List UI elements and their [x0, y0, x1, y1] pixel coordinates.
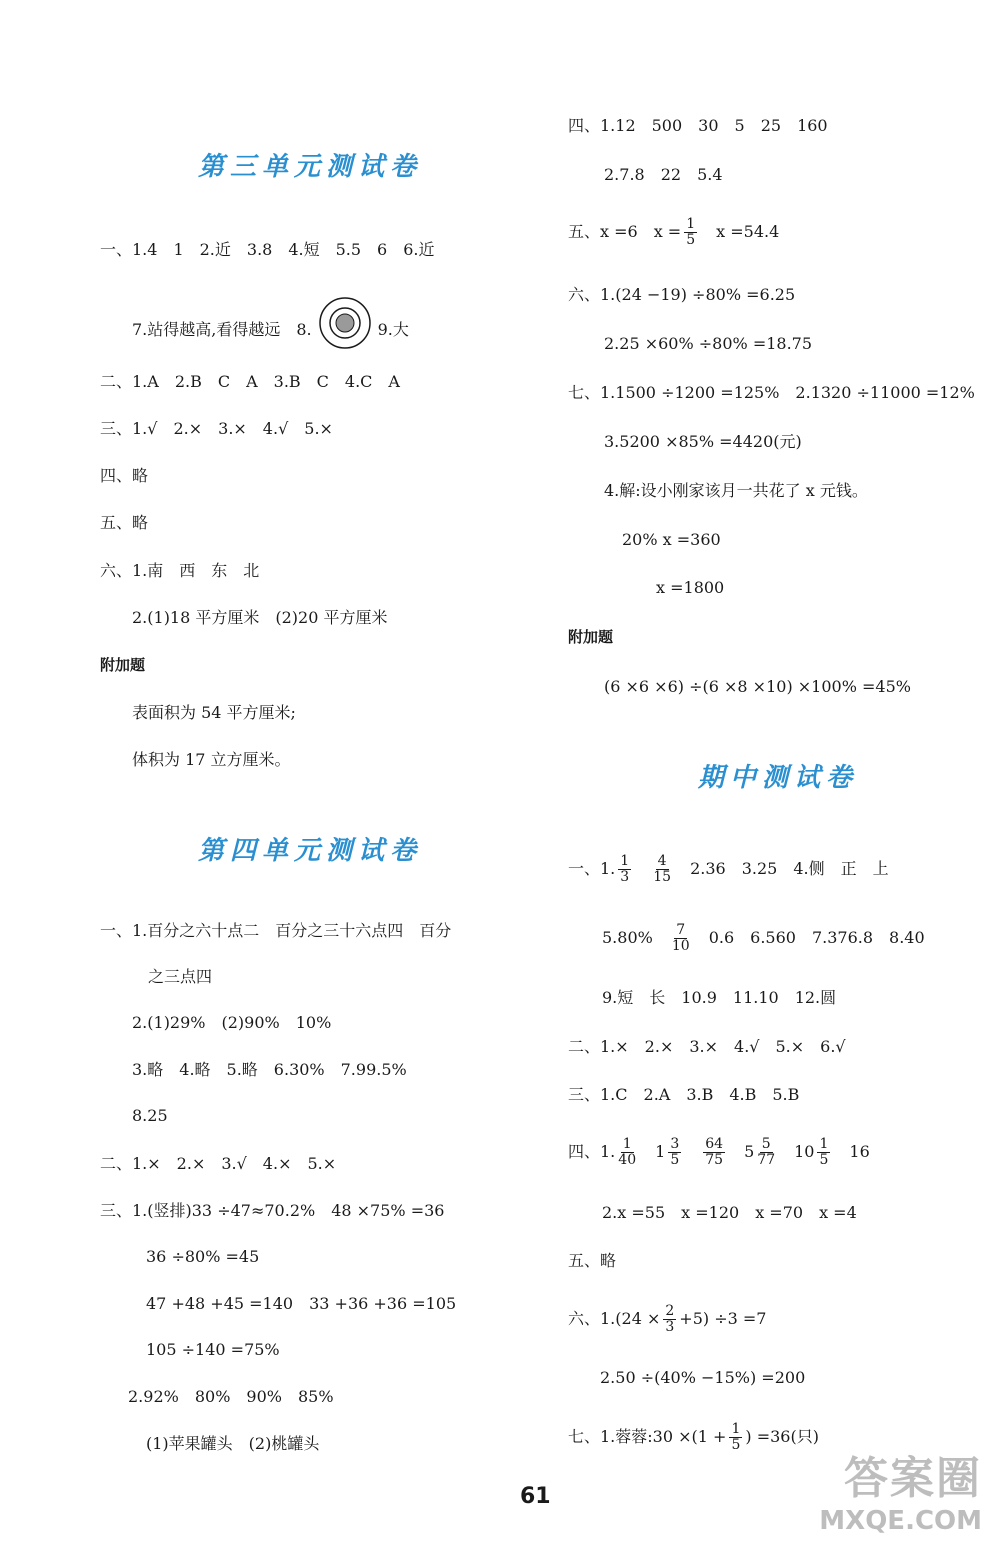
unit3-q1-line1: 一、1.4 1 2.近 3.8 4.短 5.5 6 6.近: [100, 240, 435, 259]
fraction: [703, 1137, 725, 1168]
midterm-q1-line2: [602, 919, 925, 957]
cont-q4-line2: 2.7.8 22 5.4: [604, 165, 723, 184]
fraction-denominator: 5: [819, 1152, 829, 1168]
fraction: [618, 1137, 636, 1168]
fraction-numerator: 1: [686, 216, 696, 232]
cont-q7-line4: 20% x =360: [622, 530, 721, 549]
fraction-numerator: 64: [705, 1136, 724, 1152]
fraction-numerator: 1: [819, 1136, 829, 1152]
unit3-title: 第三单元测试卷: [198, 152, 423, 182]
unit3-q1-line2-text: 7.站得越高,看得越远 8.: [132, 320, 312, 339]
fraction-numerator: 4: [657, 853, 667, 869]
mixed-whole: 5: [744, 1142, 755, 1161]
unit4-q3-line5: 2.92% 80% 90% 85%: [128, 1387, 334, 1406]
unit3-q6-line1: 六、1.南 西 东 北: [100, 561, 260, 580]
midterm-q1-line1: [568, 850, 889, 888]
watermark-logo: [819, 1442, 982, 1536]
cont-q7-line5: x =1800: [656, 578, 725, 597]
fraction-denominator: 3: [620, 869, 630, 885]
cont-q7-line1: 七、1.1500 ÷1200 =125% 2.1320 ÷11000 =12%: [568, 383, 975, 402]
unit3-extra-title: 附加题: [100, 656, 146, 674]
unit4-q1-line2: 之三点四: [148, 967, 213, 986]
unit4-q1-line4: 3.略 4.略 5.略 6.30% 7.99.5%: [132, 1060, 407, 1079]
unit4-q1-line1: 一、1.百分之六十点二 百分之三十六点四 百分: [100, 921, 452, 940]
cont-q5-text: 五、x =6 x =: [568, 222, 682, 241]
fraction-numerator: 5: [761, 1136, 771, 1152]
cont-q6-line1: 六、1.(24 −19) ÷80% =6.25: [568, 285, 796, 304]
page-number: 61: [520, 1484, 551, 1509]
fraction-numerator: 1: [620, 853, 630, 869]
unit4-q3-line3: 47 +48 +45 =140 33 +36 +36 =105: [146, 1294, 457, 1313]
unit3-extra-line2: 体积为 17 立方厘米。: [132, 750, 291, 769]
fraction: [757, 1137, 775, 1168]
fraction: [729, 1422, 742, 1453]
unit4-q3-line6: (1)苹果罐头 (2)桃罐头: [146, 1434, 320, 1453]
unit3-q2: 二、1.A 2.B C A 3.B C 4.C A: [100, 372, 400, 391]
unit3-q1-line2-end: 9.大: [377, 320, 409, 339]
midterm-q7-start: 七、1.蓉蓉:30 ×(1 +: [568, 1427, 727, 1446]
fraction-denominator: 75: [705, 1152, 724, 1168]
cont-extra-title: 附加题: [568, 628, 614, 646]
fraction: [684, 217, 697, 248]
mixed-whole: 10: [794, 1142, 815, 1161]
midterm-q6-end: +5) ÷3 =7: [679, 1309, 767, 1328]
fraction-denominator: 3: [665, 1319, 675, 1335]
fraction: [653, 854, 671, 885]
fraction-denominator: 77: [757, 1152, 776, 1168]
fraction-denominator: 5: [670, 1152, 680, 1168]
unit3-extra-line1: 表面积为 54 平方厘米;: [132, 703, 296, 722]
midterm-q1-line3: 9.短 长 10.9 11.10 12.圆: [602, 988, 837, 1007]
fraction-numerator: 1: [622, 1136, 632, 1152]
midterm-q6-line1: [568, 1300, 766, 1338]
unit4-q1-line3: 2.(1)29% (2)90% 10%: [132, 1013, 332, 1032]
unit4-q2: 二、1.× 2.× 3.√ 4.× 5.×: [100, 1154, 337, 1173]
unit3-q4: 四、略: [100, 466, 149, 485]
watermark-logo-text: 答案圈: [844, 1453, 982, 1504]
midterm-q4-line2: 2.x =55 x =120 x =70 x =4: [602, 1203, 857, 1222]
unit3-q1-line2: [132, 296, 409, 365]
fraction-numerator: 2: [665, 1303, 675, 1319]
midterm-q2: 二、1.× 2.× 3.× 4.√ 5.× 6.√: [568, 1037, 846, 1056]
cont-q7-line2: 3.5200 ×85% =4420(元): [604, 432, 802, 451]
midterm-q3: 三、1.C 2.A 3.B 4.B 5.B: [568, 1085, 800, 1104]
cont-q5-end: x =54.4: [716, 222, 780, 241]
fraction: [668, 1137, 681, 1168]
unit4-q1-line5: 8.25: [132, 1106, 168, 1125]
cont-q7-line3: 4.解:设小刚家该月一共花了 x 元钱。: [604, 481, 868, 500]
fraction-numerator: 7: [676, 922, 686, 938]
midterm-q7-line1: [568, 1418, 819, 1456]
fraction: [672, 923, 690, 954]
fraction: [817, 1137, 830, 1168]
fraction-denominator: 15: [653, 869, 672, 885]
unit4-q3-line2: 36 ÷80% =45: [146, 1247, 260, 1266]
midterm-q5: 五、略: [568, 1251, 617, 1270]
watermark-url: MXQE.COM: [819, 1506, 982, 1536]
unit4-title: 第四单元测试卷: [198, 836, 423, 866]
midterm-q1-line1-end: 2.36 3.25 4.侧 正 上: [690, 859, 889, 878]
fraction: [618, 854, 631, 885]
concentric-circles-icon: [318, 296, 372, 365]
unit4-q3-line1: 三、1.(竖排)33 ÷47≈70.2% 48 ×75% =36: [100, 1201, 445, 1220]
fraction-numerator: 1: [731, 1421, 741, 1437]
fraction: [663, 1304, 676, 1335]
fraction-denominator: 40: [618, 1152, 637, 1168]
cont-q4-line1: 四、1.12 500 30 5 25 160: [568, 116, 828, 135]
unit4-q3-line4: 105 ÷140 =75%: [146, 1340, 280, 1359]
fraction-denominator: 10: [671, 938, 690, 954]
midterm-q6-line2: 2.50 ÷(40% −15%) =200: [600, 1368, 806, 1387]
fraction-denominator: 5: [731, 1437, 741, 1453]
unit3-q6-line2: 2.(1)18 平方厘米 (2)20 平方厘米: [132, 608, 388, 627]
cont-q6-line2: 2.25 ×60% ÷80% =18.75: [604, 334, 813, 353]
midterm-q1-line2-start: 5.80%: [602, 928, 653, 947]
midterm-q1-label: 一、1.: [568, 859, 616, 878]
midterm-q4-line1-end: 16: [849, 1142, 870, 1161]
midterm-q7-end: ) =36(只): [745, 1427, 819, 1446]
midterm-q4-line1: [568, 1133, 870, 1171]
cont-q5: [568, 214, 779, 250]
mixed-whole: 1: [655, 1142, 666, 1161]
midterm-q4-label: 四、1.: [568, 1142, 616, 1161]
midterm-title: 期中测试卷: [698, 763, 859, 793]
fraction-denominator: 5: [686, 232, 696, 248]
midterm-q6-start: 六、1.(24 ×: [568, 1309, 661, 1328]
unit3-q5: 五、略: [100, 513, 149, 532]
midterm-q1-line2-end: 0.6 6.560 7.376.8 8.40: [708, 928, 925, 947]
cont-extra-line1: (6 ×6 ×6) ÷(6 ×8 ×10) ×100% =45%: [604, 677, 911, 696]
unit3-q3: 三、1.√ 2.× 3.× 4.√ 5.×: [100, 419, 333, 438]
fraction-numerator: 3: [670, 1136, 680, 1152]
